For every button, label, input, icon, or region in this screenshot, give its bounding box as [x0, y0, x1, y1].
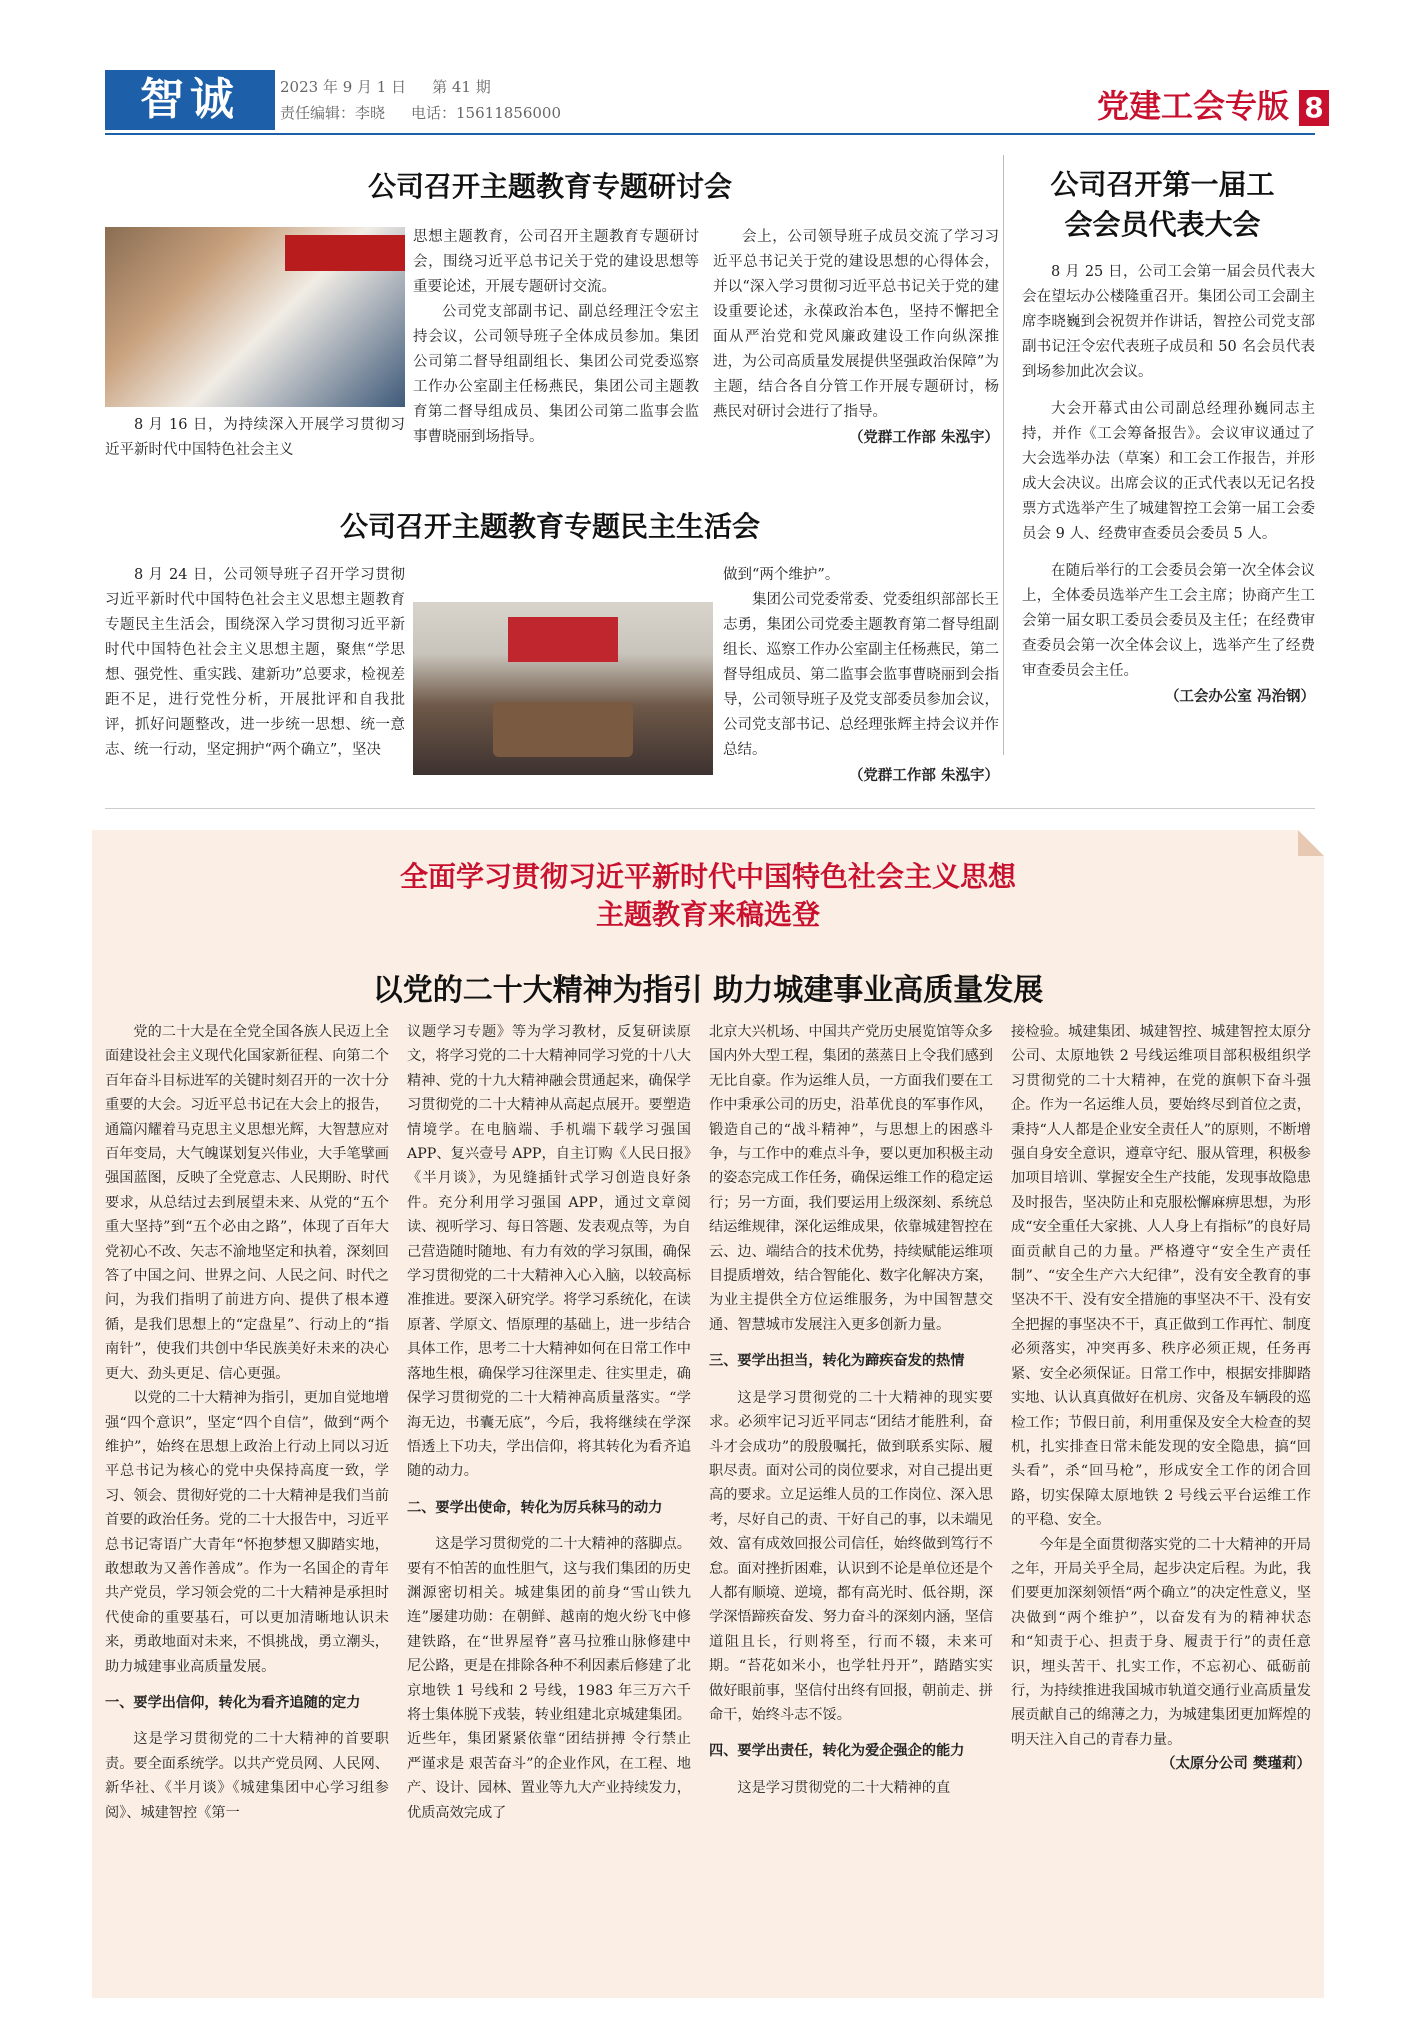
section-divider — [105, 808, 1315, 809]
issue-number: 第 41 期 — [432, 78, 491, 96]
paragraph: 8 月 16 日，为持续深入开展学习贯彻习近平新时代中国特色社会主义 — [105, 417, 405, 458]
paragraph: 北京大兴机场、中国共产党历史展览馆等众多国内外大型工程，集团的蒸蒸日上令我们感到无比自豪。作为运维人员，一方面我们要在工作中秉承公司的历史，沿革优良的军事作风，锻造自己的“战斗精神”，与思想上的困惑斗争，与工作中的难点斗争，要以更加积极主动的姿态完成工作任务，确保运维工作的稳定运行；另一方面，我们要运用上级深刻、系统总结运维规律，深化运维成果，依靠城建智控在云、边、端结合的技术优势，持续赋能运维项目提质增效，结合智能化、数字化解决方案，为业主提供全方位运维服务，为中国智慧交通、智慧城市发展注入更多创新力量。 — [709, 1024, 993, 1333]
paragraph: 集团公司党委常委、党委组织部部长王志勇，集团公司党委主题教育第二督导组副组长、巡察工作办公室副主任杨燕民，第二督导组成员、第二监事会监事曹晓丽到会指导，公司领导班子及党支部委员参加会议，公司党支部书记、总经理张辉主持会议并作总结。 — [723, 592, 999, 758]
feature-col-3 — [709, 1020, 993, 1800]
article-2-col-1 — [105, 563, 405, 763]
section-heading: 一、要学出信仰，转化为看齐追随的定力 — [105, 1694, 361, 1711]
paragraph: 接检验。城建集团、城建智控、城建智控太原分公司、太原地铁 2 号线运维项目部积极组织学习贯彻党的二十大精神，在党的旗帜下奋斗强企。作为一名运维人员，要始终尽到首位之责，秉持“人人都是企业安全责任人”的原则，不断增强自身安全意识，遵章守纪、服从管理，积极参加项目培训、掌握安全生产技能，发现事故隐患及时报告，坚决防止和克服松懈麻痹思想，为形成“安全重任大家挑、人人身上有指标”的良好局面贡献自己的力量。严格遵守“安全生产责任制”、“安全生产六大纪律”，没有安全教育的事坚决不干、没有安全措施的事坚决不干、没有安全把握的事坚决不干，真正做到工作再忙、制度必须落实，冲突再多、秩序必须正规，任务再紧、安全必须保证。日常工作中，根据安排脚踏实地、认认真真做好在机房、灾备及车辆段的巡检工作；节假日前，利用重保及安全大检查的契机，扎实排查日常未能发现的安全隐患，搞“回头看”，杀“回马枪”，形成安全工作的闭合回路，切实保障太原地铁 2 号线云平台运维工作的平稳、安全。 — [1011, 1024, 1311, 1529]
paragraph: 议题学习专题》等为学习教材，反复研读原文，将学习党的二十大精神同学习党的十八大精神、党的十九大精神融会贯通起来，确保学习贯彻党的二十大精神从高起点展开。要塑造情境学。在电脑端、手机端下载学习强国 APP、复兴壹号 APP，自主订购《人民日报》《半月谈》，为见缝插针式学习创造良好条件。充分利用学习强国 APP，通过文章阅读、视听学习、每日答题、发表观点等，为自己营造随时随地、有力有效的学习氛围，确保学习贯彻党的二十大精神入心入脑，以较高标准推进。要深入研究学。将学习系统化，在读原著、学原文、悟原理的基础上，进一步结合具体工作，思考二十大精神如何在日常工作中落地生根，确保学习往深里走、往实里走，确保学习贯彻党的二十大精神高质量落实。“学海无边，书囊无底”，今后，我将继续在学深悟透上下功夫，学出信仰，将其转化为看齐追随的动力。 — [407, 1024, 691, 1480]
photo-screen — [508, 617, 618, 662]
byline: （党群工作部 朱泓宇） — [848, 429, 999, 446]
paragraph: 8 月 25 日，公司工会第一届会员代表大会在望坛办公楼隆重召开。集团公司工会副主席李晓巍到会祝贺并作讲话，智控公司党支部副书记汪令宏代表班子成员和 50 名会员代表到场参加此次会议。 — [1022, 264, 1315, 380]
article-title: 公司召开主题教育专题民主生活会 — [339, 510, 760, 543]
paragraph: 这是学习贯彻党的二十大精神的落脚点。要有不怕苦的血性胆气，这与我们集团的历史渊源密切相关。城建集团的前身“雪山铁九连”屡建功勋：在朝鲜、越南的炮火纷飞中修建铁路，在“世界屋脊”喜马拉雅山脉修建中尼公路，更是在排除各种不利因素后修建了北京地铁 1 号线和 2 号线，1983 年三万六千将士集体脱下戎装，转业组建北京城建集团。近些年，集团紧紧依靠“团结拼搏 令行禁止 严谨求是 艰苦奋斗”的企业作风，在工程、地产、设计、园林、置业等九大产业持续发力，优质高效完成了 — [407, 1536, 691, 1821]
issue-info — [280, 74, 587, 126]
phone: 电话：15611856000 — [411, 104, 561, 122]
editor: 责任编辑：李晓 — [280, 104, 386, 122]
newspaper-logo: 智诚 — [105, 70, 275, 130]
byline: （党群工作部 朱泓宇） — [848, 767, 999, 784]
issue-date: 2023 年 9 月 1 日 — [280, 78, 407, 96]
paragraph: 今年是全面贯彻落实党的二十大精神的开局之年，开局关乎全局，起步决定后程。为此，我们要更加深刻领悟“两个确立”的决定性意义，坚决做到“两个维护”，以奋发有为的精神状态和“知责于心、担责于身、履责于行”的责任意识，埋头苦干、扎实工作，不忘初心、砥砺前行，为持续推进我国城市轨道交通行业高质量发展贡献自己的绵薄之力，为城建集团更加辉煌的明天注入自己的青春力量。 — [1011, 1536, 1311, 1748]
paragraph: 在随后举行的工会委员会第一次全体会议上，全体委员选举产生工会主席；协商产生工会第一届女职工委员会委员及主任；在经费审查委员会第一次全体会议上，选举产生了经费审查委员会主任。 — [1022, 563, 1315, 679]
paragraph: 这是学习贯彻党的二十大精神的现实要求。必须牢记习近平同志“团结才能胜利，奋斗才会成功”的殷殷嘱托，做到联系实际、履职尽责。面对公司的岗位要求，对自己提出更高的要求。立足运维人员的工作岗位、深入思考，尽好自己的责、干好自己的事，以未端见效、富有成效回报公司信任，始终做到笃行不怠。面对挫折困难，认识到不论是单位还是个人都有顺境、逆境，都有高光时、低谷期，深学深悟蹄疾奋发、努力奋斗的深刻内涵，坚信道阻且长，行则将至，行而不辍，未来可期。“苔花如米小，也学牡丹开”，踏踏实实做好眼前事，坚信付出终有回报，朝前走、拼命干，始终斗志不馁。 — [709, 1389, 993, 1723]
article-2-title-wrap — [105, 505, 995, 545]
column-divider — [1003, 155, 1004, 755]
corner-fold — [1298, 830, 1324, 856]
paragraph: 公司党支部副书记、副总经理汪令宏主持会议，公司领导班子全体成员参加。集团公司第二督导组副组长、集团公司党委巡察工作办公室副主任杨燕民，集团公司主题教育第二督导组成员、集团公司第二监事会监事曹晓丽到场指导。 — [413, 304, 699, 445]
article-3-title-wrap — [1010, 165, 1315, 245]
title-line: 公司召开第一届工 — [1050, 168, 1275, 201]
feature-title — [92, 858, 1324, 934]
article-title — [1010, 165, 1315, 245]
title-line: 主题教育来稿选登 — [595, 898, 820, 931]
article-1-title-wrap — [105, 165, 995, 205]
photo-banner — [285, 235, 405, 271]
paragraph: 会上，公司领导班子成员交流了学习习近平总书记关于党的建设思想的心得体会，并以“深入学习贯彻习近平总书记关于党的建设重要论述，永葆政治本色，坚持不懈把全面从严治党和党风廉政建设工作向纵深推进，为公司高质量发展提供坚强政治保障”为主题，结合各自分管工作开展专题研讨，杨燕民对研讨会进行了指导。 — [713, 229, 999, 420]
article-title: 公司召开主题教育专题研讨会 — [367, 170, 732, 203]
paragraph: 这是学习贯彻党的二十大精神的直 — [737, 1779, 951, 1796]
header-rule — [105, 133, 1315, 135]
feature-col-4 — [1011, 1020, 1311, 1777]
article-1-col-3 — [713, 225, 999, 450]
section-title: 党建工会专版 — [1096, 87, 1289, 125]
paragraph: 8 月 24 日，公司领导班子召开学习贯彻习近平新时代中国特色社会主义思想主题教育专题民主生活会，围绕深入学习贯彻习近平新时代中国特色社会主义思想主题，聚焦“学思想、强党性、重实践、建新功”总要求，检视差距不足，进行党性分析，开展批评和自我批评，抓好问题整改，进一步统一思想、统一意志、统一行动，坚定拥护“两个确立”，坚决 — [105, 567, 405, 758]
byline: （工会办公室 冯治钢） — [1164, 688, 1315, 705]
paragraph: 这是学习贯彻党的二十大精神的首要职责。要全面系统学。以共产党员网、人民网、新华社、《半月谈》《城建集团中心学习组参阅》、城建智控《第一 — [105, 1731, 389, 1821]
paragraph: 党的二十大是在全党全国各族人民迈上全面建设社会主义现代化国家新征程、向第二个百年奋斗目标进军的关键时刻召开的一次十分重要的大会。习近平总书记在大会上的报告，通篇闪耀着马克思主义思想光辉，大智慧应对百年变局，大气魄谋划复兴伟业，大手笔擘画强国蓝图，反映了全党意志、人民期盼、时代要求，从总结过去到展望未来、从党的“五个重大坚持”到“五个必由之路”，体现了百年大党初心不改、矢志不渝地坚定和执着，深刻回答了中国之问、世界之问、人民之问、时代之问，为我们指明了前进方向、提供了根本遵循，是我们思想上的“定盘星”、行动上的“指南针”，使我们共创中华民族美好未来的决心更大、劲头更足、信心更强。 — [105, 1024, 389, 1382]
paragraph: 做到“两个维护”。 — [723, 567, 840, 583]
title-line: 会会员代表大会 — [1064, 208, 1261, 241]
seminar-photo — [105, 227, 405, 407]
feature-subtitle: 以党的二十大精神为指引 助力城建事业高质量发展 — [372, 973, 1044, 1008]
paragraph: 以党的二十大精神为指引，更加自觉地增强“四个意识”，坚定“四个自信”，做到“两个维护”，始终在思想上政治上行动上同以习近平总书记为核心的党中央保持高度一致，学习、领会、贯彻好党的二十大精神是我们当前首要的政治任务。党的二十大报告中，习近平总书记寄语广大青年“怀抱梦想又脚踏实地，敢想敢为又善作善成”。作为一名国企的青年共产党员，学习领会党的二十大精神是承担时代使命的重要基石，可以更加清晰地认识未来，勇敢地面对未来，不惧挑战，勇立潮头，助力城建事业高质量发展。 — [105, 1390, 389, 1675]
feature-col-2 — [407, 1020, 691, 1825]
article-1-col-1 — [105, 413, 405, 463]
title-line: 全面学习贯彻习近平新时代中国特色社会主义思想 — [399, 860, 1016, 893]
paragraph: 思想主题教育，公司召开主题教育专题研讨会，围绕习近平总书记关于党的建设思想等重要论述，开展专题研讨交流。 — [413, 229, 699, 295]
article-3-body — [1022, 260, 1315, 709]
section-heading: 二、要学出使命，转化为厉兵秣马的动力 — [407, 1499, 663, 1516]
feature-col-1 — [105, 1020, 389, 1825]
byline: （太原分公司 樊瑾莉） — [1160, 1755, 1311, 1773]
page-number: 8 — [1299, 90, 1329, 126]
photo-table — [493, 702, 633, 757]
paragraph: 大会开幕式由公司副总经理孙巍同志主持，并作《工会筹备报告》。会议审议通过了大会选举办法（草案）和工会工作报告，并形成大会决议。出席会议的正式代表以无记名投票方式选举产生了城建智控工会第一届工会委员会 9 人、经费审查委员会委员 5 人。 — [1022, 401, 1315, 542]
article-1-col-2 — [413, 225, 699, 450]
article-2-col-3 — [723, 563, 999, 788]
section-heading: 三、要学出担当，转化为蹄疾奋发的热情 — [709, 1353, 965, 1370]
section-heading: 四、要学出责任，转化为爱企强企的能力 — [709, 1743, 965, 1760]
meeting-photo — [413, 602, 713, 775]
